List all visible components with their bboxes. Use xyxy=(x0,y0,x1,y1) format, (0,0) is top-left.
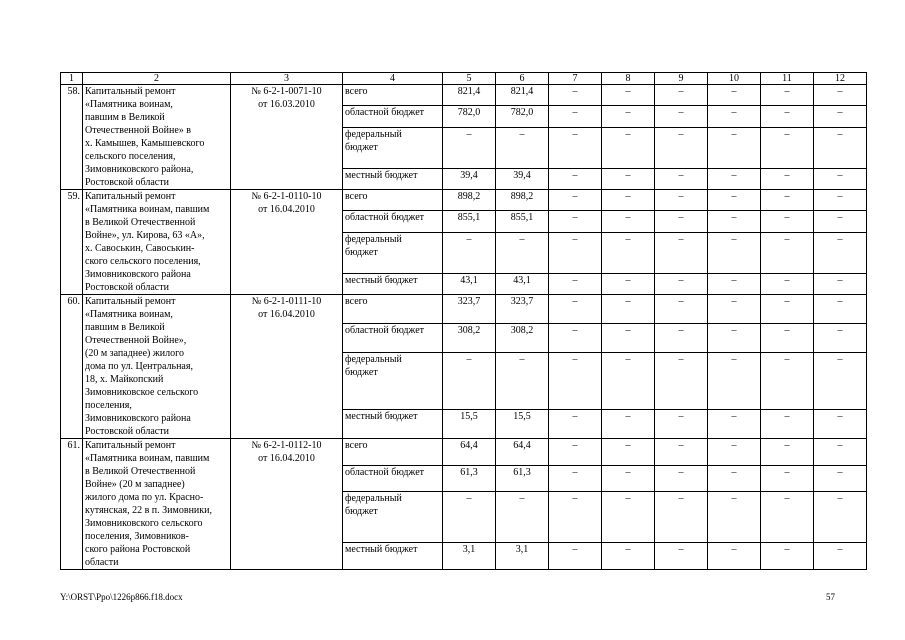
value-col-10: – xyxy=(708,106,761,127)
document-reference xyxy=(231,190,343,295)
text-line: федеральный xyxy=(345,128,402,140)
value-col-9: – xyxy=(655,324,708,353)
text-line: бюджет xyxy=(345,367,378,379)
text-line: всего xyxy=(345,440,368,451)
appendix-table xyxy=(60,72,867,570)
value-col-12: – xyxy=(814,190,867,211)
value-col-12: – xyxy=(814,211,867,232)
value-col-11: – xyxy=(761,543,814,570)
value-col-8: – xyxy=(602,273,655,294)
text-line: павшим в Великой xyxy=(85,112,165,123)
text-line: Ростовской области xyxy=(85,426,169,437)
text-line: бюджет xyxy=(345,506,378,518)
value-col-6: 323,7 xyxy=(496,295,549,324)
text-line: № 6-2-1-0112-10 xyxy=(251,440,322,451)
value-col-12: – xyxy=(814,232,867,273)
table-row xyxy=(61,439,867,466)
column-header-8: 8 xyxy=(602,73,655,85)
text-line: (20 м западнее) жилого xyxy=(85,348,184,359)
column-header-2: 2 xyxy=(83,73,231,85)
value-col-12: – xyxy=(814,439,867,466)
value-col-8: – xyxy=(602,127,655,168)
value-col-8: – xyxy=(602,232,655,273)
value-col-6: 39,4 xyxy=(496,168,549,189)
value-col-11: – xyxy=(761,273,814,294)
value-col-8: – xyxy=(602,409,655,438)
value-col-8: – xyxy=(602,106,655,127)
value-col-11: – xyxy=(761,85,814,106)
funding-source xyxy=(343,106,443,127)
table-row xyxy=(61,85,867,106)
value-col-6: 43,1 xyxy=(496,273,549,294)
value-col-11: – xyxy=(761,465,814,492)
value-col-7: – xyxy=(549,168,602,189)
value-col-7: – xyxy=(549,439,602,466)
value-col-9: – xyxy=(655,353,708,409)
row-number: 61. xyxy=(61,439,83,570)
funding-source xyxy=(343,324,443,353)
value-col-12: – xyxy=(814,127,867,168)
table-row xyxy=(61,295,867,324)
text-line: от 16.04.2010 xyxy=(258,309,315,320)
value-col-11: – xyxy=(761,439,814,466)
value-col-8: – xyxy=(602,465,655,492)
value-col-11: – xyxy=(761,492,814,543)
text-line: дома по ул. Центральная, xyxy=(85,361,193,372)
funding-source xyxy=(343,295,443,324)
value-col-5: 39,4 xyxy=(443,168,496,189)
text-line: областной бюджет xyxy=(345,212,425,224)
value-col-7: – xyxy=(549,543,602,570)
value-col-12: – xyxy=(814,353,867,409)
value-col-11: – xyxy=(761,190,814,211)
value-col-5: 64,4 xyxy=(443,439,496,466)
text-line: Отечественной Войне», xyxy=(85,335,187,346)
value-col-12: – xyxy=(814,543,867,570)
object-name xyxy=(83,295,231,439)
text-line: областной бюджет xyxy=(345,466,425,478)
funding-source xyxy=(343,232,443,273)
value-col-7: – xyxy=(549,409,602,438)
value-col-9: – xyxy=(655,543,708,570)
text-line: ского района Ростовской xyxy=(85,544,191,555)
value-col-10: – xyxy=(708,324,761,353)
value-col-7: – xyxy=(549,324,602,353)
value-col-11: – xyxy=(761,409,814,438)
text-line: бюджет xyxy=(345,141,378,153)
text-line: Капитальный ремонт xyxy=(85,296,176,307)
value-col-5: – xyxy=(443,353,496,409)
value-col-10: – xyxy=(708,127,761,168)
text-line: Ростовской области xyxy=(85,282,169,293)
value-col-11: – xyxy=(761,295,814,324)
value-col-12: – xyxy=(814,295,867,324)
value-col-5: – xyxy=(443,492,496,543)
value-col-10: – xyxy=(708,543,761,570)
value-col-7: – xyxy=(549,127,602,168)
funding-source xyxy=(343,273,443,294)
value-col-12: – xyxy=(814,492,867,543)
column-header-10: 10 xyxy=(708,73,761,85)
text-line: всего xyxy=(345,296,368,307)
text-line: бюджет xyxy=(345,246,378,258)
value-col-8: – xyxy=(602,85,655,106)
value-col-11: – xyxy=(761,168,814,189)
text-line: х. Камышев, Камышевского xyxy=(85,138,205,149)
value-col-8: – xyxy=(602,353,655,409)
text-line: «Памятника воинам, xyxy=(85,99,173,110)
value-col-11: – xyxy=(761,232,814,273)
row-number: 59. xyxy=(61,190,83,295)
value-col-5: 323,7 xyxy=(443,295,496,324)
value-col-7: – xyxy=(549,211,602,232)
value-col-6: 61,3 xyxy=(496,465,549,492)
text-line: ского сельского поселения, xyxy=(85,256,201,267)
value-col-10: – xyxy=(708,232,761,273)
value-col-8: – xyxy=(602,324,655,353)
document-reference xyxy=(231,439,343,570)
text-line: местный бюджет xyxy=(345,410,418,422)
text-line: Капитальный ремонт xyxy=(85,86,176,97)
value-col-12: – xyxy=(814,324,867,353)
funding-source xyxy=(343,211,443,232)
object-name xyxy=(83,439,231,570)
value-col-11: – xyxy=(761,106,814,127)
text-line: 18, х. Майкопский xyxy=(85,374,164,385)
value-col-8: – xyxy=(602,168,655,189)
document-reference xyxy=(231,85,343,190)
value-col-6: – xyxy=(496,492,549,543)
column-header-6: 6 xyxy=(496,73,549,85)
value-col-11: – xyxy=(761,127,814,168)
text-line: в Великой Отечественной xyxy=(85,466,196,477)
text-line: поселения, Зимовников- xyxy=(85,531,189,542)
value-col-10: – xyxy=(708,85,761,106)
value-col-12: – xyxy=(814,409,867,438)
text-line: всего xyxy=(345,86,368,97)
value-col-8: – xyxy=(602,543,655,570)
row-number: 60. xyxy=(61,295,83,439)
text-line: жилого дома по ул. Красно- xyxy=(85,492,204,503)
table-row xyxy=(61,190,867,211)
value-col-7: – xyxy=(549,492,602,543)
value-col-5: 15,5 xyxy=(443,409,496,438)
value-col-5: – xyxy=(443,127,496,168)
text-line: Зимовниковское сельского xyxy=(85,387,199,398)
value-col-10: – xyxy=(708,439,761,466)
column-header-9: 9 xyxy=(655,73,708,85)
text-line: от 16.03.2010 xyxy=(258,99,315,110)
value-col-7: – xyxy=(549,295,602,324)
value-col-7: – xyxy=(549,85,602,106)
text-line: «Памятника воинам, павшим xyxy=(85,453,210,464)
text-line: всего xyxy=(345,191,368,202)
value-col-8: – xyxy=(602,190,655,211)
text-line: от 16.04.2010 xyxy=(258,204,315,215)
object-name xyxy=(83,85,231,190)
value-col-10: – xyxy=(708,190,761,211)
value-col-5: 43,1 xyxy=(443,273,496,294)
text-line: № 6-2-1-0110-10 xyxy=(251,191,322,202)
value-col-11: – xyxy=(761,353,814,409)
funding-source xyxy=(343,492,443,543)
value-col-10: – xyxy=(708,295,761,324)
value-col-7: – xyxy=(549,465,602,492)
value-col-5: 308,2 xyxy=(443,324,496,353)
text-line: областной бюджет xyxy=(345,107,425,119)
value-col-10: – xyxy=(708,465,761,492)
column-header-1: 1 xyxy=(61,73,83,85)
funding-source xyxy=(343,409,443,438)
value-col-5: – xyxy=(443,232,496,273)
text-line: федеральный xyxy=(345,493,402,505)
value-col-10: – xyxy=(708,353,761,409)
column-header-3: 3 xyxy=(231,73,343,85)
value-col-9: – xyxy=(655,439,708,466)
value-col-7: – xyxy=(549,106,602,127)
value-col-6: – xyxy=(496,127,549,168)
funding-source xyxy=(343,168,443,189)
value-col-9: – xyxy=(655,409,708,438)
column-header-7: 7 xyxy=(549,73,602,85)
value-col-9: – xyxy=(655,465,708,492)
value-col-8: – xyxy=(602,295,655,324)
funding-source xyxy=(343,439,443,466)
text-line: кутянская, 22 в п. Зимовники, xyxy=(85,505,212,516)
value-col-5: 855,1 xyxy=(443,211,496,232)
funding-source xyxy=(343,543,443,570)
value-col-6: – xyxy=(496,232,549,273)
value-col-12: – xyxy=(814,106,867,127)
row-number: 58. xyxy=(61,85,83,190)
value-col-12: – xyxy=(814,465,867,492)
text-line: от 16.04.2010 xyxy=(258,453,315,464)
text-line: местный бюджет xyxy=(345,274,418,286)
value-col-6: 64,4 xyxy=(496,439,549,466)
value-col-6: 15,5 xyxy=(496,409,549,438)
value-col-9: – xyxy=(655,190,708,211)
value-col-9: – xyxy=(655,127,708,168)
value-col-9: – xyxy=(655,211,708,232)
value-col-8: – xyxy=(602,492,655,543)
value-col-6: 3,1 xyxy=(496,543,549,570)
value-col-11: – xyxy=(761,324,814,353)
value-col-9: – xyxy=(655,492,708,543)
value-col-11: – xyxy=(761,211,814,232)
text-line: Зимовниковского района, xyxy=(85,164,194,175)
text-line: местный бюджет xyxy=(345,169,418,181)
value-col-10: – xyxy=(708,211,761,232)
value-col-6: 898,2 xyxy=(496,190,549,211)
value-col-5: 898,2 xyxy=(443,190,496,211)
funding-source xyxy=(343,85,443,106)
text-line: Отечественной Войне» в xyxy=(85,125,191,136)
text-line: федеральный xyxy=(345,233,402,245)
value-col-6: 308,2 xyxy=(496,324,549,353)
text-line: сельского поселения, xyxy=(85,151,176,162)
value-col-12: – xyxy=(814,168,867,189)
text-line: области xyxy=(85,557,119,568)
text-line: местный бюджет xyxy=(345,544,418,556)
column-header-12: 12 xyxy=(814,73,867,85)
text-line: х. Савоськин, Савоськин- xyxy=(85,243,195,254)
column-header-5: 5 xyxy=(443,73,496,85)
value-col-12: – xyxy=(814,85,867,106)
text-line: Зимовниковского сельского xyxy=(85,518,203,529)
value-col-7: – xyxy=(549,190,602,211)
value-col-7: – xyxy=(549,232,602,273)
value-col-10: – xyxy=(708,409,761,438)
value-col-5: 782,0 xyxy=(443,106,496,127)
text-line: Капитальный ремонт xyxy=(85,191,176,202)
file-path: Y:\ORST\Ppo\1226p866.f18.docx xyxy=(60,592,183,602)
text-line: Войне» (20 м западнее) xyxy=(85,479,185,490)
text-line: федеральный xyxy=(345,354,402,366)
value-col-12: – xyxy=(814,273,867,294)
object-name xyxy=(83,190,231,295)
value-col-7: – xyxy=(549,353,602,409)
value-col-5: 3,1 xyxy=(443,543,496,570)
value-col-7: – xyxy=(549,273,602,294)
value-col-6: 821,4 xyxy=(496,85,549,106)
value-col-8: – xyxy=(602,211,655,232)
text-line: в Великой Отечественной xyxy=(85,217,196,228)
text-line: Капитальный ремонт xyxy=(85,440,176,451)
funding-source xyxy=(343,465,443,492)
text-line: № 6-2-1-0111-10 xyxy=(251,296,322,307)
text-line: Зимовниковского района xyxy=(85,413,191,424)
value-col-10: – xyxy=(708,492,761,543)
text-line: Зимовниковского района xyxy=(85,269,191,280)
value-col-8: – xyxy=(602,439,655,466)
value-col-6: 855,1 xyxy=(496,211,549,232)
text-line: Войне», ул. Кирова, 63 «А», xyxy=(85,230,205,241)
funding-source xyxy=(343,127,443,168)
text-line: областной бюджет xyxy=(345,325,425,337)
funding-source xyxy=(343,190,443,211)
text-line: поселения, xyxy=(85,400,132,411)
value-col-9: – xyxy=(655,168,708,189)
value-col-5: 821,4 xyxy=(443,85,496,106)
value-col-6: 782,0 xyxy=(496,106,549,127)
value-col-6: – xyxy=(496,353,549,409)
text-line: павшим в Великой xyxy=(85,322,165,333)
value-col-10: – xyxy=(708,168,761,189)
value-col-9: – xyxy=(655,273,708,294)
header-row xyxy=(61,73,867,85)
value-col-9: – xyxy=(655,295,708,324)
text-line: «Памятника воинам, xyxy=(85,309,173,320)
value-col-9: – xyxy=(655,232,708,273)
funding-source xyxy=(343,353,443,409)
document-reference xyxy=(231,295,343,439)
column-header-11: 11 xyxy=(761,73,814,85)
text-line: Ростовской области xyxy=(85,177,169,188)
value-col-10: – xyxy=(708,273,761,294)
value-col-5: 61,3 xyxy=(443,465,496,492)
value-col-9: – xyxy=(655,106,708,127)
column-header-4: 4 xyxy=(343,73,443,85)
text-line: «Памятника воинам, павшим xyxy=(85,204,210,215)
value-col-9: – xyxy=(655,85,708,106)
page-number: 57 xyxy=(826,592,835,602)
text-line: № 6-2-1-0071-10 xyxy=(251,86,322,97)
